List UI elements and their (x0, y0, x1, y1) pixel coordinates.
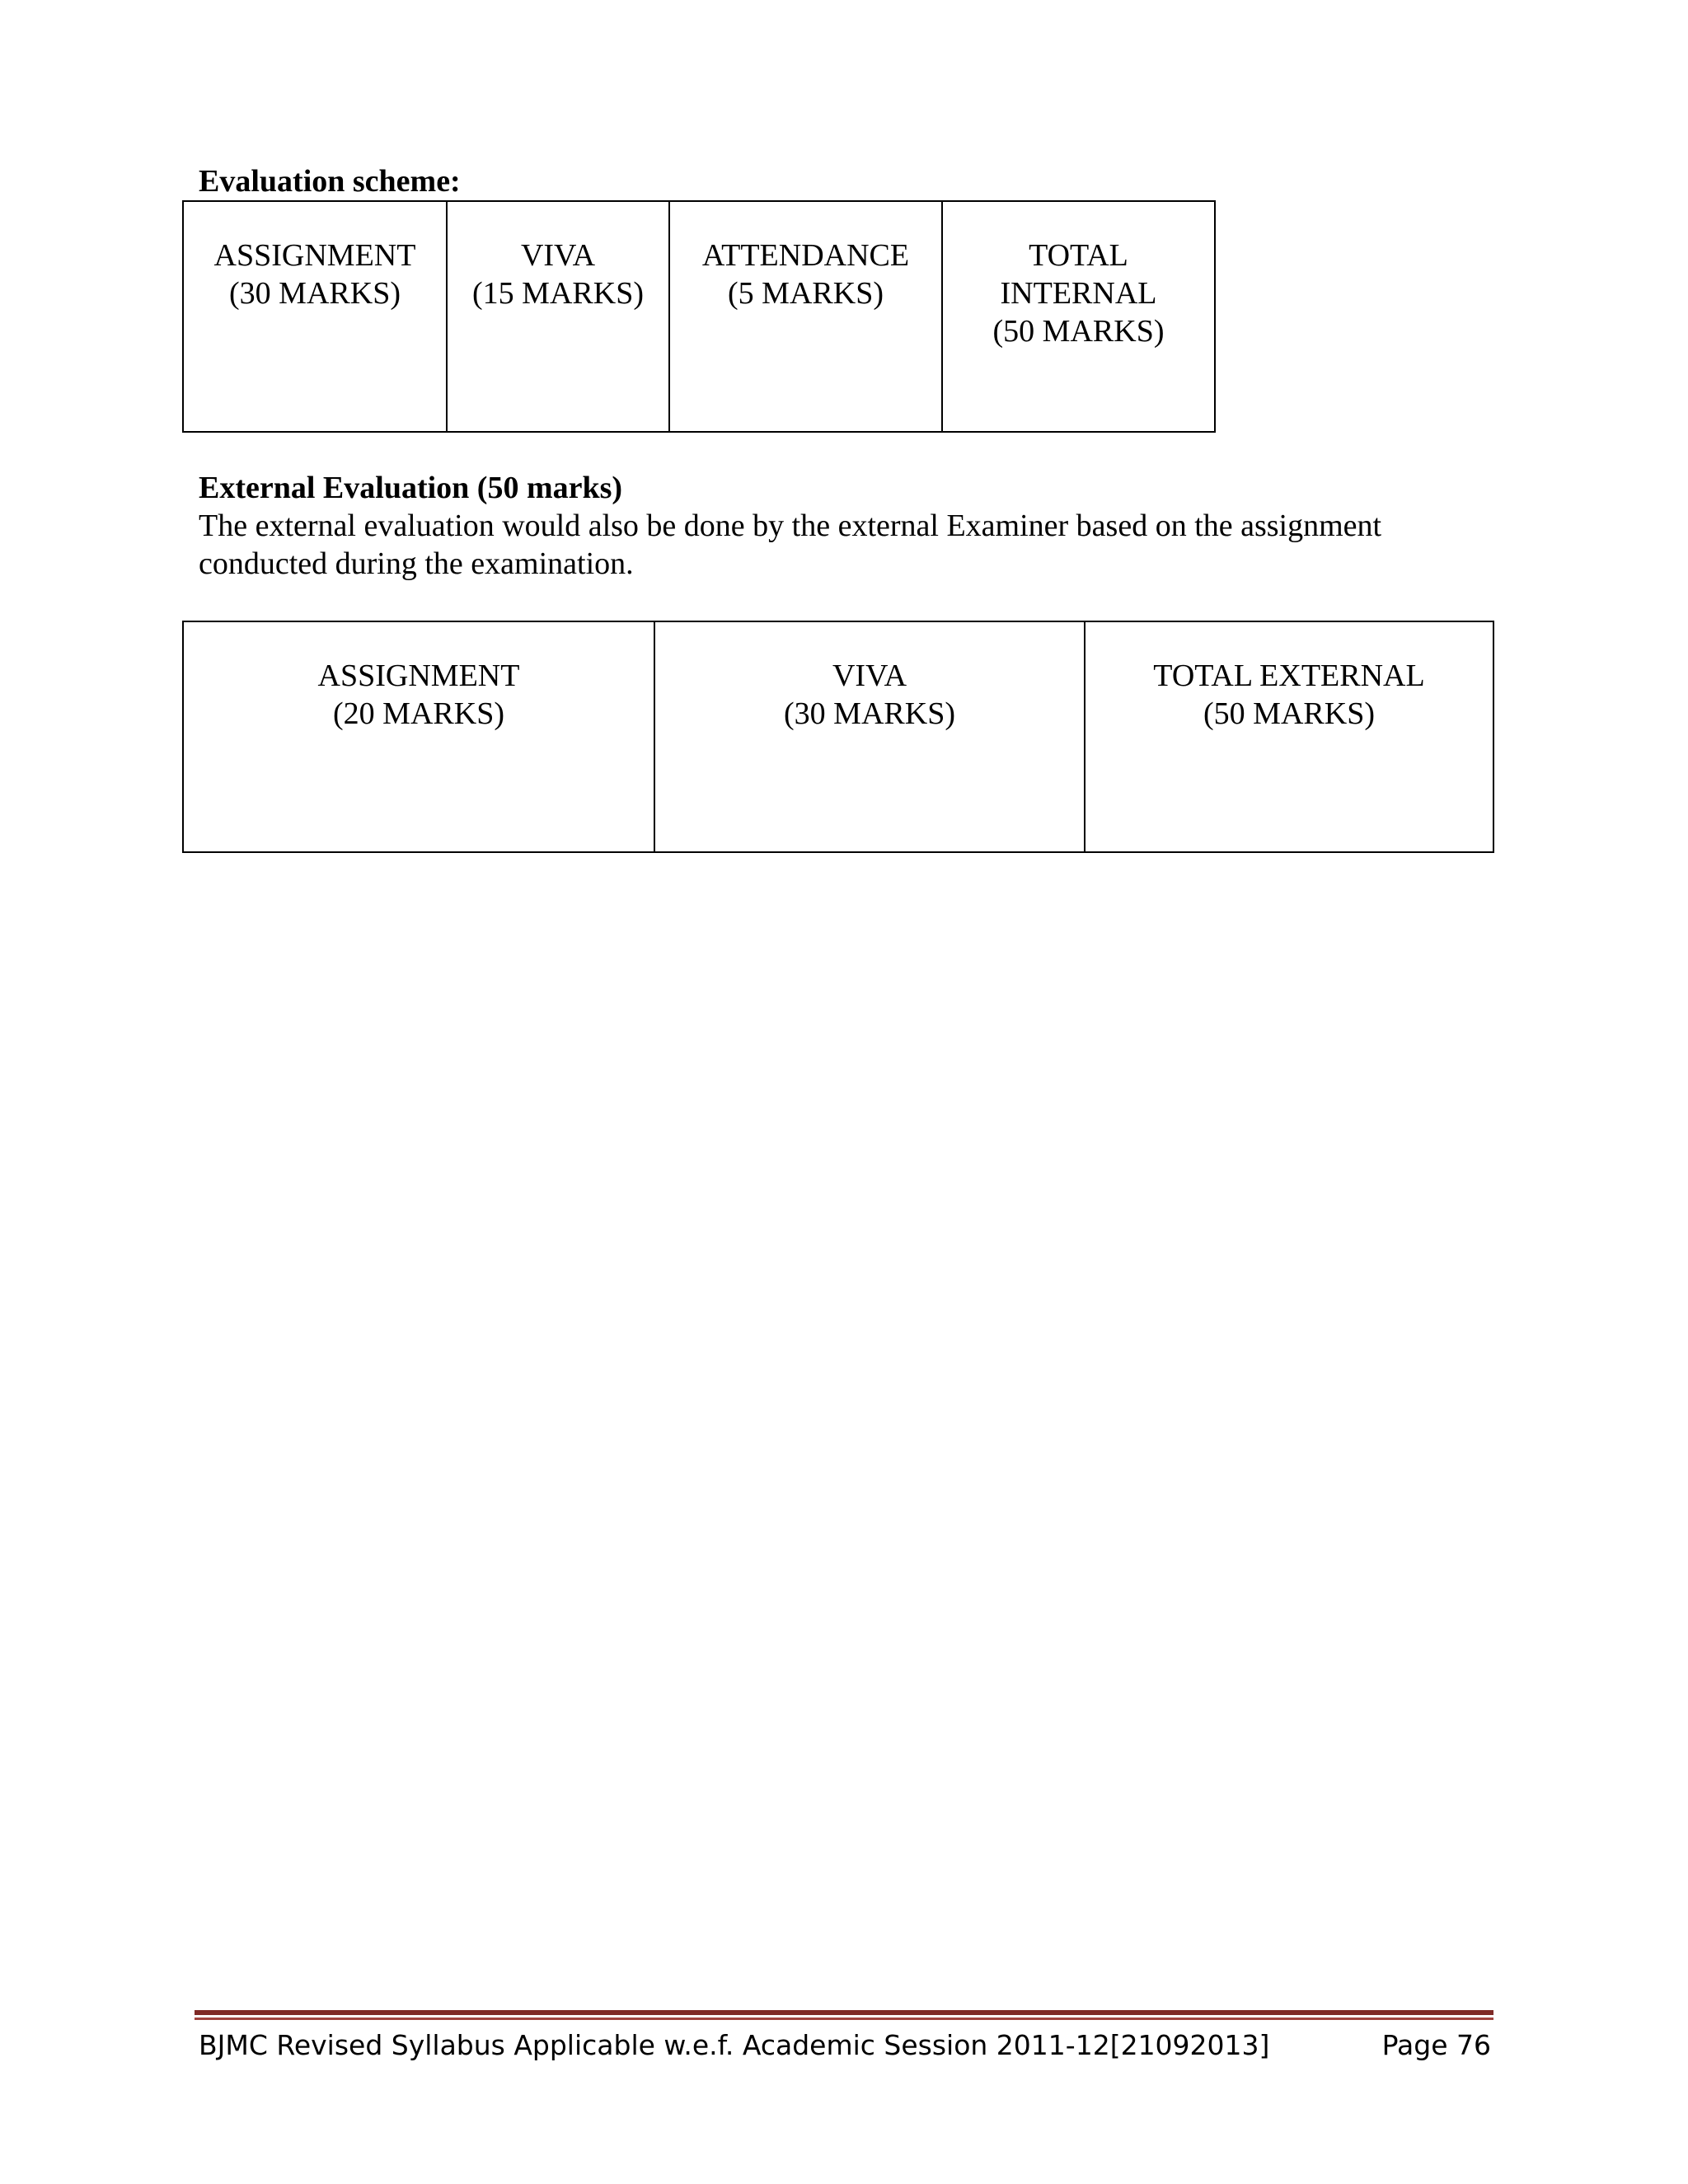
footer-divider-thin (195, 2018, 1493, 2020)
cell-marks: (20 MARKS) (333, 696, 504, 731)
cell-marks: (50 MARKS) (1203, 696, 1375, 731)
page-footer (199, 2027, 1491, 2064)
internal-assignment-cell (183, 201, 447, 432)
external-assignment-cell (183, 621, 654, 852)
table-row (183, 621, 1493, 852)
external-viva-cell (654, 621, 1085, 852)
external-evaluation-heading: External Evaluation (50 marks) (199, 471, 623, 505)
cell-marks: (15 MARKS) (472, 276, 644, 311)
cell-marks: (5 MARKS) (728, 276, 884, 311)
cell-marks: (30 MARKS) (229, 276, 401, 311)
table-row (183, 201, 1215, 432)
footer-divider (195, 2010, 1493, 2015)
cell-label: TOTAL EXTERNAL (1153, 658, 1425, 693)
internal-total-cell (942, 201, 1215, 432)
cell-label: ASSIGNMENT (213, 238, 416, 273)
cell-label: VIVA (520, 238, 596, 273)
external-total-cell (1085, 621, 1493, 852)
internal-viva-cell (447, 201, 669, 432)
internal-marks-table (182, 200, 1216, 433)
cell-label: TOTAL (1029, 238, 1128, 273)
page-number: Page 76 (1381, 2029, 1491, 2061)
external-evaluation-paragraph: The external evaluation would also be done by the external Examiner based on the assignment conducted during the examination. (199, 509, 1382, 581)
cell-label: ASSIGNMENT (317, 658, 520, 693)
cell-marks: (50 MARKS) (992, 314, 1165, 349)
cell-marks: (30 MARKS) (784, 696, 955, 731)
evaluation-scheme-heading: Evaluation scheme: (199, 164, 461, 199)
external-marks-table (182, 621, 1494, 853)
cell-label: ATTENDANCE (701, 238, 910, 273)
footer-syllabus-note: BJMC Revised Syllabus Applicable w.e.f. Academic Session 2011-12[21092013] (199, 2029, 1270, 2061)
cell-label: INTERNAL (1000, 276, 1157, 311)
internal-attendance-cell (669, 201, 942, 432)
cell-label: VIVA (832, 658, 907, 693)
